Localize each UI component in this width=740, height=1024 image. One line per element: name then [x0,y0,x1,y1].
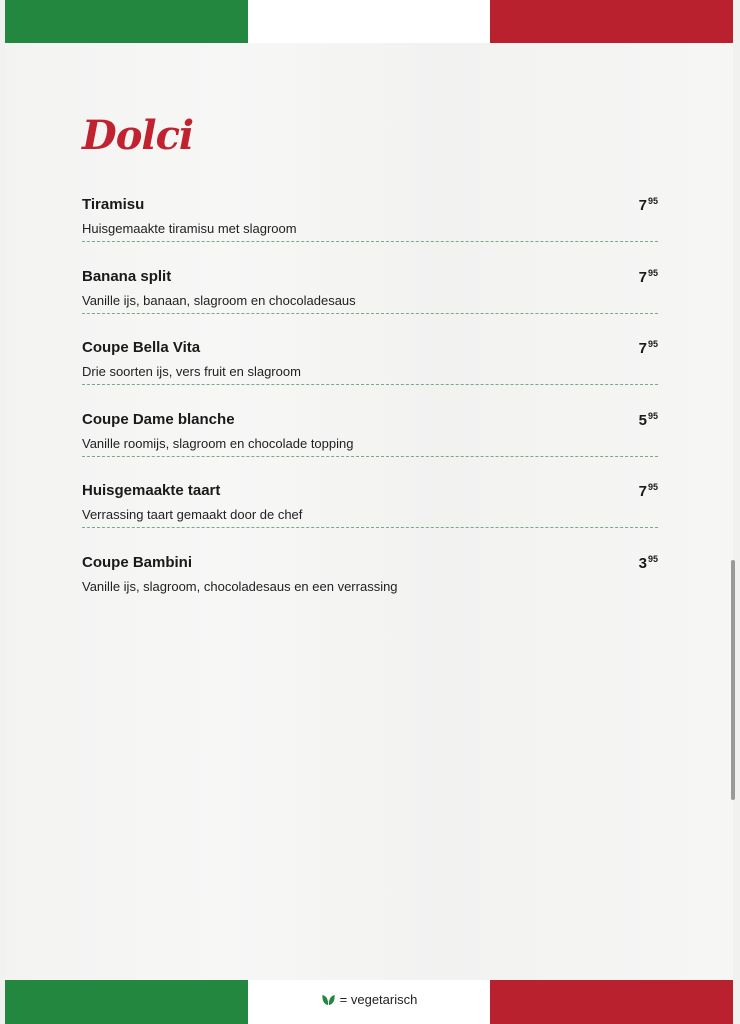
item-name: Coupe Bambini [82,553,193,571]
menu-item [82,267,658,348]
menu-item [82,410,658,491]
item-description: Vanille roomijs, slagroom en chocolade topping [82,435,354,451]
item-price: $7^{95}$ [638,482,658,500]
italian-flag-header [5,0,733,43]
item-description: Vanille ijs, banaan, slagroom en chocoladesaus [82,292,356,308]
item-price: $7^{95}$ [638,339,658,357]
leaf-icon [321,993,336,1006]
item-description: Verrassing taart gemaakt door de chef [82,507,303,522]
italian-flag-footer [5,980,733,1024]
item-price: $3^{95}$ [638,553,658,572]
item-description: Huisgemaakte tiramisu met slagroom [82,221,297,236]
dashed-divider [82,313,658,314]
item-description: Vanille ijs, slagroom, chocoladesaus en een verrassing [82,578,398,594]
item-name: Banana split [82,267,172,285]
dashed-divider [82,384,658,385]
item-price: $5^{95}$ [638,410,658,429]
vegetarian-legend: = vegetarisch [248,992,491,1007]
item-name: Huisgemaakte taart [82,482,221,499]
item-name: Coupe Bella Vita [82,339,201,356]
dashed-divider [82,527,658,528]
item-price: $7^{95}$ [638,196,658,214]
dashed-divider [82,456,658,457]
menu-item [82,553,658,634]
item-price: $7^{95}$ [638,267,658,286]
item-name: Coupe Dame blanche [82,410,235,428]
menu-item [82,339,658,419]
menu-item [82,482,658,562]
scrollbar[interactable] [731,560,735,800]
menu-item [82,196,658,276]
section-title: Dolci [82,112,194,159]
item-description: Drie soorten ijs, vers fruit en slagroom [82,364,301,379]
item-name: Tiramisu [82,196,145,213]
dashed-divider [82,241,658,242]
